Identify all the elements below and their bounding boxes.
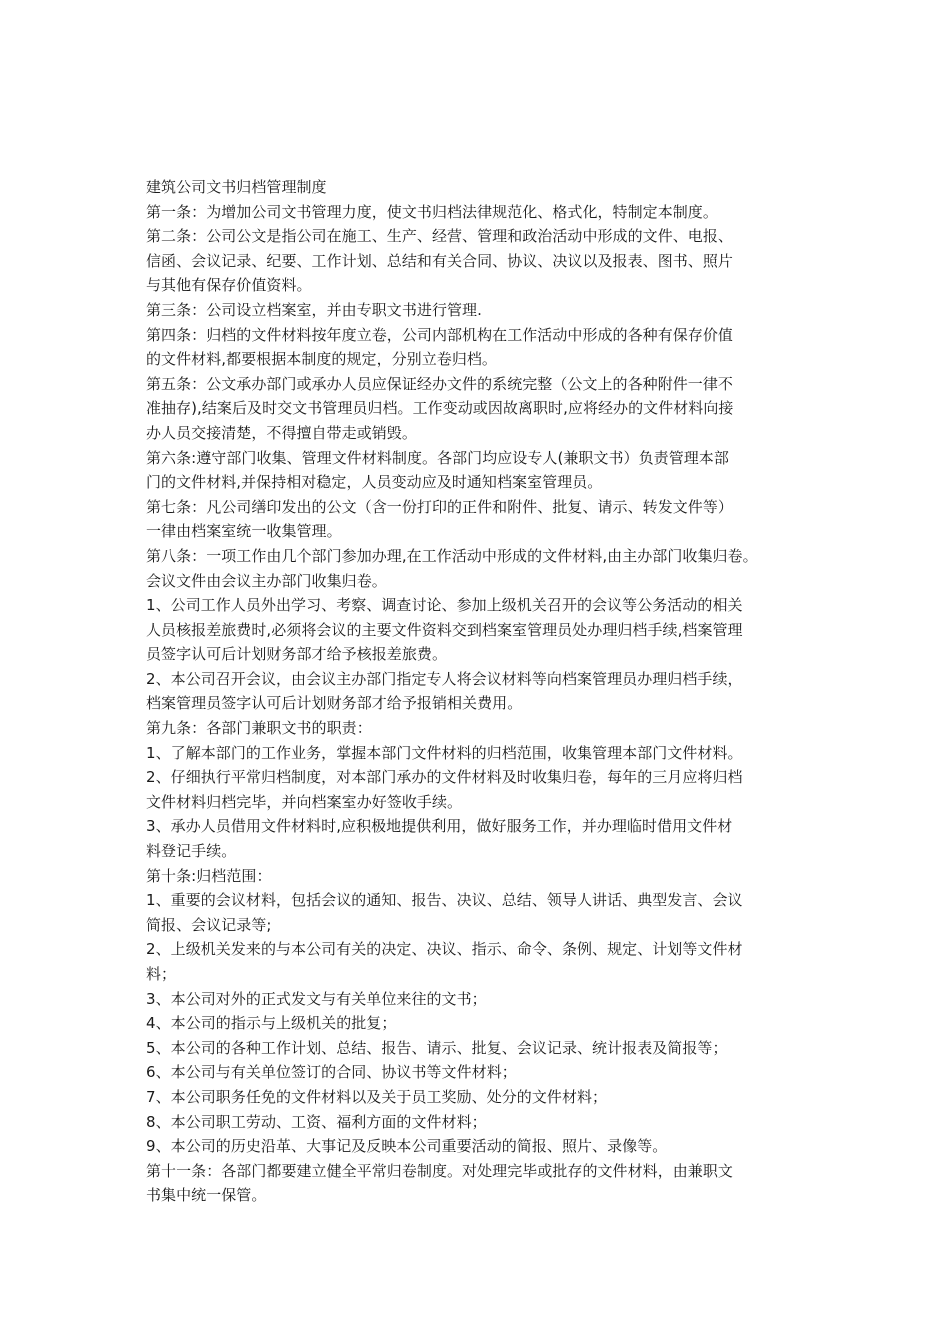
text-line: 3、承办人员借用文件材料时,应积极地提供利用，做好服务工作，并办理临时借用文件材	[146, 817, 733, 836]
text-line: 料登记手续。	[146, 842, 237, 861]
document-paragraph	[146, 323, 821, 372]
document-paragraph	[146, 593, 821, 667]
text-line: 建筑公司文书归档管理制度	[146, 178, 327, 196]
text-line: 门的文件材料,并保持相对稳定，人员变动应及时通知档案室管理员。	[146, 473, 603, 492]
text-line: 1、重要的会议材料，包括会议的通知、报告、决议、总结、领导人讲话、典型发言、会议	[146, 891, 743, 910]
document-paragraph	[146, 667, 821, 716]
document-paragraph	[146, 446, 821, 495]
text-line: 的文件材料,都要根据本制度的规定，分别立卷归档。	[146, 350, 497, 369]
text-line: 准抽存),结案后及时交文书管理员归档。工作变动或因故离职时,应将经办的文件材料向接	[146, 399, 734, 418]
text-line: 第二条：公司公文是指公司在施工、生产、经营、管理和政治活动中形成的文件、电报、	[146, 227, 733, 246]
document-paragraph	[146, 1110, 821, 1135]
text-line: 第三条：公司设立档案室，并由专职文书进行管理.	[146, 300, 482, 319]
text-line: 第十一条：各部门都要建立健全平常归卷制度。对处理完毕或批存的文件材料，由兼职文	[146, 1161, 733, 1180]
document-paragraph	[146, 1036, 821, 1061]
text-line: 文件材料归档完毕，并向档案室办好签收手续。	[146, 792, 463, 811]
text-line: 第六条:遵守部门收集、管理文件材料制度。各部门均应设专人(兼职文书）负责管理本部	[146, 448, 729, 467]
text-line: 第八条：一项工作由几个部门参加办理,在工作活动中形成的文件材料,由主办部门收集归卷。	[146, 546, 758, 565]
text-line: 会议文件由会议主办部门收集归卷。	[146, 571, 387, 590]
text-line: 料；	[146, 965, 177, 983]
document-paragraph	[146, 765, 821, 814]
text-line: 与其他有保存价值资料。	[146, 276, 312, 295]
text-line: 一律由档案室统一收集管理。	[146, 522, 342, 541]
text-line: 2、仔细执行平常归档制度，对本部门承办的文件材料及时收集归卷，每年的三月应将归档	[146, 768, 743, 787]
text-line: 1、了解本部门的工作业务，掌握本部门文件材料的归档范围，收集管理本部门文件材料。	[146, 743, 743, 762]
document-body	[146, 175, 821, 1208]
document-paragraph	[146, 1134, 821, 1159]
document-paragraph	[146, 544, 821, 593]
text-line: 办人员交接清楚，不得擅自带走或销毁。	[146, 423, 417, 442]
text-line: 4、本公司的指示与上级机关的批复；	[146, 1014, 397, 1033]
text-line: 第七条：凡公司缮印发出的公文（含一份打印的正件和附件、批复、请示、转发文件等）	[146, 497, 733, 516]
text-line: 3、本公司对外的正式发文与有关单位来往的文书；	[146, 989, 487, 1008]
document-paragraph	[146, 1159, 821, 1208]
text-line: 人员核报差旅费时,必须将会议的主要文件资料交到档案室管理员处办理归档手续,档案管理	[146, 620, 743, 639]
document-paragraph	[146, 1060, 821, 1085]
text-line: 1、公司工作人员外出学习、考察、调查讨论、参加上级机关召开的会议等公务活动的相关	[146, 596, 743, 615]
document-paragraph	[146, 937, 821, 986]
text-line: 5、本公司的各种工作计划、总结、报告、请示、批复、会议记录、统计报表及简报等；	[146, 1038, 728, 1057]
text-line: 9、本公司的历史沿革、大事记及反映本公司重要活动的简报、照片、录像等。	[146, 1137, 668, 1156]
document-paragraph	[146, 987, 821, 1012]
document-paragraph	[146, 716, 821, 741]
document-paragraph	[146, 814, 821, 863]
text-line: 书集中统一保管。	[146, 1186, 267, 1205]
text-line: 简报、会议记录等;	[146, 915, 272, 934]
text-line: 第四条：归档的文件材料按年度立卷，公司内部机构在工作活动中形成的各种有保存价值	[146, 325, 733, 344]
document-paragraph	[146, 888, 821, 937]
document-paragraph	[146, 200, 821, 225]
text-line: 2、本公司召开会议，由会议主办部门指定专人将会议材料等向档案管理员办理归档手续，	[146, 669, 743, 688]
document-paragraph	[146, 741, 821, 766]
document-paragraph	[146, 224, 821, 298]
document-paragraph	[146, 298, 821, 323]
document-paragraph	[146, 864, 821, 889]
text-line: 7、本公司职务任免的文件材料以及关于员工奖励、处分的文件材料；	[146, 1087, 608, 1106]
text-line: 第十条:归档范围：	[146, 866, 272, 885]
document-title	[146, 175, 821, 200]
text-line: 第九条：各部门兼职文书的职责：	[146, 719, 372, 738]
document-paragraph	[146, 495, 821, 544]
text-line: 6、本公司与有关单位签订的合同、协议书等文件材料；	[146, 1063, 517, 1082]
text-line: 员签字认可后计划财务部才给予核报差旅费。	[146, 645, 448, 664]
text-line: 8、本公司职工劳动、工资、福利方面的文件材料；	[146, 1112, 487, 1131]
text-line: 档案管理员签字认可后计划财务部才给予报销相关费用。	[146, 694, 523, 713]
text-line: 第五条：公文承办部门或承办人员应保证经办文件的系统完整（公文上的各种附件一律不	[146, 374, 733, 393]
document-paragraph	[146, 1085, 821, 1110]
document-paragraph	[146, 1011, 821, 1036]
text-line: 2、上级机关发来的与本公司有关的决定、决议、指示、命令、条例、规定、计划等文件材	[146, 940, 743, 959]
text-line: 第一条：为增加公司文书管理力度，使文书归档法律规范化、格式化，特制定本制度。	[146, 202, 718, 221]
document-paragraph	[146, 372, 821, 446]
text-line: 信函、会议记录、纪要、工作计划、总结和有关合同、协议、决议以及报表、图书、照片	[146, 251, 733, 270]
